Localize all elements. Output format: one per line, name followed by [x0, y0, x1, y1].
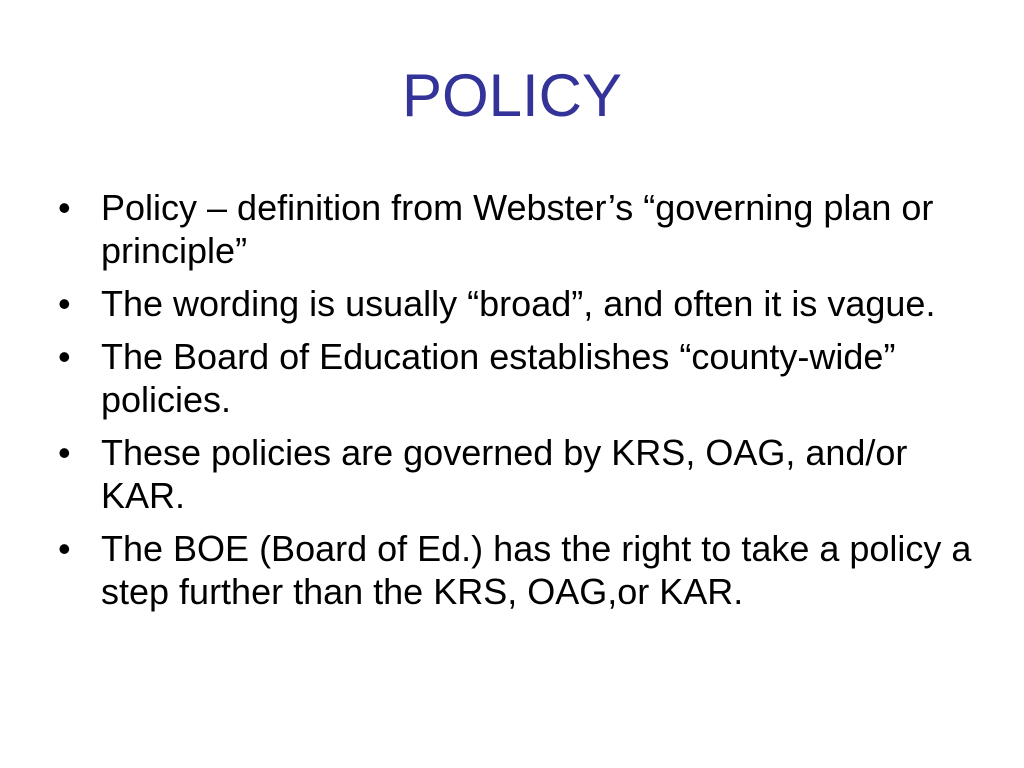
bullet-icon: •: [58, 283, 71, 324]
bullet-item: [58, 335, 978, 421]
bullet-item: [58, 282, 978, 325]
bullet-text: Policy – definition from Webster’s “governing plan or principle”: [101, 187, 934, 271]
bullet-text: The wording is usually “broad”, and often it is vague.: [101, 283, 936, 324]
bullet-item: [58, 431, 978, 517]
bullet-text: The BOE (Board of Ed.) has the right to take a policy a step further than the KRS, OAG,or KAR.: [101, 528, 972, 612]
bullet-icon: •: [58, 187, 71, 228]
slide-title: POLICY: [401, 62, 623, 129]
bullet-icon: •: [58, 528, 71, 569]
bullet-icon: •: [58, 432, 71, 473]
bullet-text: These policies are governed by KRS, OAG, and/or KAR.: [101, 432, 908, 516]
bullet-item: [58, 186, 978, 272]
bullet-item: [58, 527, 978, 613]
bullet-icon: •: [58, 336, 71, 377]
bullet-list: [58, 186, 978, 623]
bullet-text: The Board of Education establishes “county-wide” policies.: [101, 336, 896, 420]
